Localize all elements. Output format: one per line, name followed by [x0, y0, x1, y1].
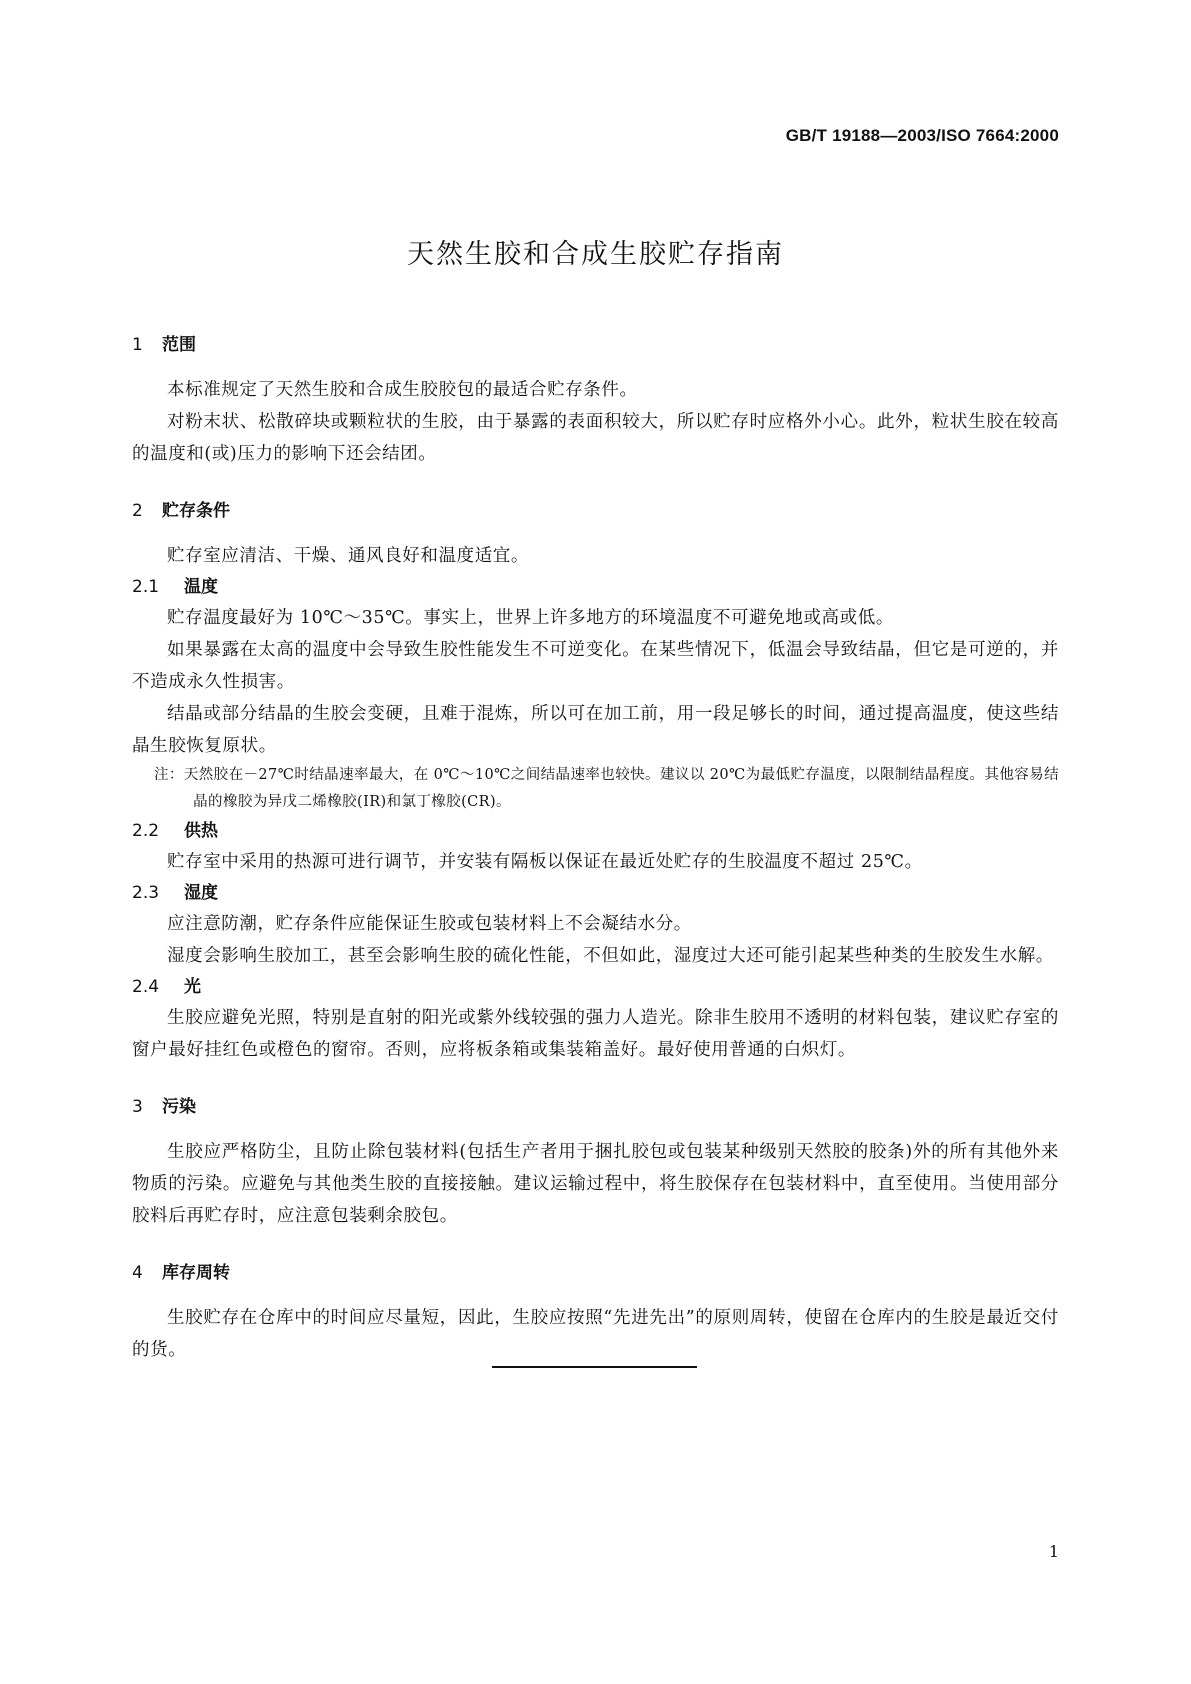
section-title: 温度 — [184, 577, 218, 597]
section-title: 污染 — [162, 1097, 196, 1117]
section-number: 1 — [132, 335, 143, 355]
section-title: 贮存条件 — [162, 501, 230, 521]
section-2-3-heading — [132, 878, 1059, 908]
paragraph: 本标准规定了天然生胶和合成生胶胶包的最适合贮存条件。 — [167, 380, 638, 400]
note: 注：天然胶在－27℃时结晶速率最大，在 0℃～10℃之间结晶速率也较快。建议以 20℃为最低贮存温度，以限制结晶程度。其他容易结晶的橡胶为异戊二烯橡胶(IR)和氯丁橡胶(CR)。 — [154, 767, 1059, 810]
end-of-document-rule — [492, 1366, 697, 1368]
section-2-heading — [132, 496, 1059, 526]
section-number: 2.2 — [132, 821, 160, 841]
section-number: 3 — [132, 1097, 143, 1117]
section-2-4-heading — [132, 972, 1059, 1002]
paragraph: 应注意防潮，贮存条件应能保证生胶或包装材料上不会凝结水分。 — [167, 914, 692, 934]
paragraph: 如果暴露在太高的温度中会导致生胶性能发生不可逆变化。在某些情况下，低温会导致结晶，但它是可逆的，并不造成永久性损害。 — [132, 640, 1059, 692]
paragraph: 结晶或部分结晶的生胶会变硬，且难于混炼，所以可在加工前，用一段足够长的时间，通过提高温度，使这些结晶生胶恢复原状。 — [132, 704, 1059, 756]
section-2-2-heading — [132, 816, 1059, 846]
paragraph: 对粉末状、松散碎块或颗粒状的生胶，由于暴露的表面积较大，所以贮存时应格外小心。此外，粒状生胶在较高的温度和(或)压力的影响下还会结团。 — [132, 412, 1059, 464]
paragraph: 生胶应避免光照，特别是直射的阳光或紫外线较强的强力人造光。除非生胶用不透明的材料包装，建议贮存室的窗户最好挂红色或橙色的窗帘。否则，应将板条箱或集装箱盖好。最好使用普通的白炽灯。 — [132, 1008, 1059, 1060]
section-title: 库存周转 — [162, 1263, 230, 1283]
paragraph: 贮存温度最好为 10℃～35℃。事实上，世界上许多地方的环境温度不可避免地或高或低。 — [167, 608, 894, 628]
paragraph: 贮存室应清洁、干燥、通风良好和温度适宜。 — [167, 546, 529, 566]
document-id: GB/T 19188—2003/ISO 7664:2000 — [785, 126, 1059, 145]
document-title: 天然生胶和合成生胶贮存指南 — [407, 239, 784, 270]
section-3-heading — [132, 1092, 1059, 1122]
section-title: 供热 — [184, 821, 218, 841]
section-1-heading — [132, 330, 1059, 360]
section-title: 光 — [184, 977, 201, 997]
paragraph: 生胶贮存在仓库中的时间应尽量短，因此，生胶应按照“先进先出”的原则周转，使留在仓库内的生胶是最近交付的货。 — [132, 1308, 1059, 1360]
paragraph: 湿度会影响生胶加工，甚至会影响生胶的硫化性能，不但如此，湿度过大还可能引起某些种类的生胶发生水解。 — [167, 946, 1054, 966]
section-number: 2.1 — [132, 577, 160, 597]
section-2-1-heading — [132, 572, 1059, 602]
section-title: 湿度 — [184, 883, 218, 903]
paragraph: 生胶应严格防尘，且防止除包装材料(包括生产者用于捆扎胶包或包装某种级别天然胶的胶条)外的所有其他外来物质的污染。应避免与其他类生胶的直接接触。建议运输过程中，将生胶保存在包装材料中，直至使用。当使用部分胶料后再贮存时，应注意包装剩余胶包。 — [132, 1142, 1059, 1226]
page-number: 1 — [1048, 1542, 1059, 1561]
paragraph: 贮存室中采用的热源可进行调节，并安装有隔板以保证在最近处贮存的生胶温度不超过 25℃。 — [167, 852, 923, 872]
section-4-heading — [132, 1258, 1059, 1288]
section-number: 4 — [132, 1263, 143, 1283]
section-number: 2.4 — [132, 977, 160, 997]
section-number: 2 — [132, 501, 143, 521]
document-body — [132, 330, 1059, 1366]
section-number: 2.3 — [132, 883, 160, 903]
section-title: 范围 — [162, 335, 196, 355]
